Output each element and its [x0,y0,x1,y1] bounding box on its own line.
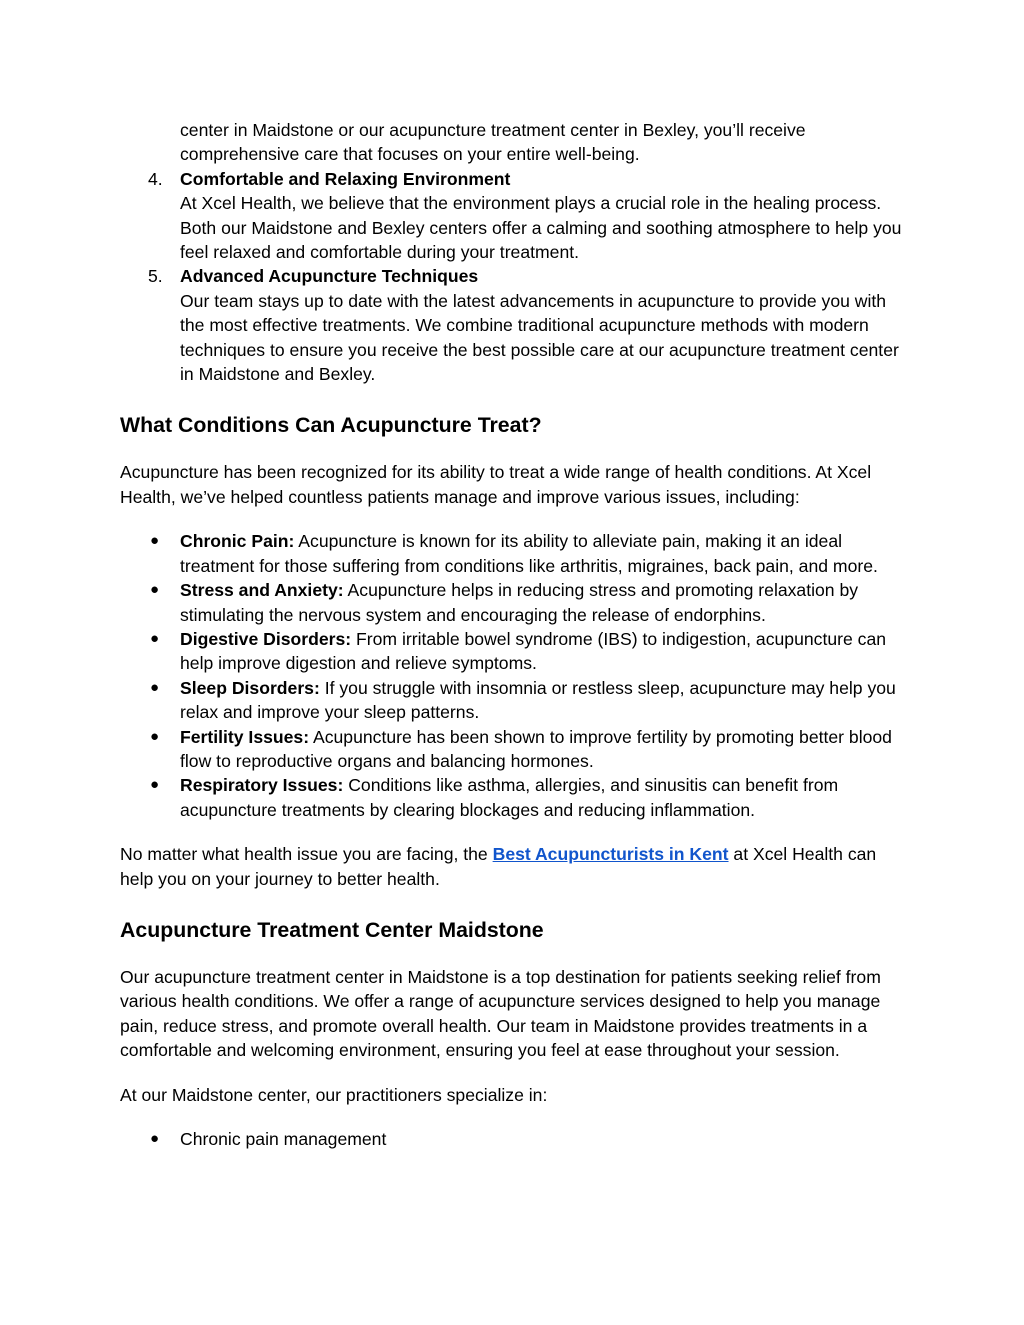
item-body: Our team stays up to date with the latest advancements in acupuncture to provide you with the most effective treatments. We combine traditional acupuncture methods with modern techniques to ensure you receive the best possible care at our acupuncture treatment center in Maidstone and Bexley. [180,290,899,385]
numbered-item-5 [120,264,910,386]
page-content [120,118,910,1151]
maidstone-specialties-list [120,1127,910,1151]
bullet-icon: ● [150,776,160,794]
condition-text: Conditions like asthma, allergies, and sinusitis can benefit from acupuncture treatments by clearing blockages and reducing inflammation. [180,775,839,820]
specialty-text: Chronic pain management [180,1129,387,1149]
conditions-intro: Acupuncture has been recognized for its ability to treat a wide range of health conditions. At Xcel Health, we’ve helped countless patients manage and improve various issues, including: [120,462,872,507]
condition-text: From irritable bowel syndrome (IBS) to indigestion, acupuncture can help improve digestion and relieve symptoms. [180,628,887,674]
list-item [120,773,910,822]
section-heading-maidstone: Acupuncture Treatment Center Maidstone [120,917,544,942]
condition-text: Acupuncture helps in reducing stress and promoting relaxation by stimulating the nervous system and encouraging the release of endorphins. [180,580,859,625]
section-heading-conditions: What Conditions Can Acupuncture Treat? [120,413,542,438]
list-number: 5. [148,266,163,287]
list-item [120,529,910,578]
item-body: At Xcel Health, we believe that the environment plays a crucial role in the healing process. Both our Maidstone and Bexley centers offer a calming and soothing atmosphere to help you feel relaxed and comfortable during your treatment. [180,193,902,263]
condition-text: Acupuncture has been shown to improve fertility by promoting better blood flow to reproductive organs and balancing hormones. [180,726,892,771]
closing-text-before: No matter what health issue you are facing, the [120,844,493,865]
best-acupuncturists-link[interactable]: Best Acupuncturists in Kent [492,844,729,865]
bullet-icon: ● [150,1130,160,1147]
condition-term: Fertility Issues: [180,726,310,747]
list-number: 4. [148,168,163,189]
condition-term: Respiratory Issues: [180,775,344,796]
bullet-icon: ● [150,629,160,647]
condition-term: Chronic Pain: [180,531,295,552]
list-item [120,627,910,676]
conditions-list [120,529,910,822]
list-item [120,1127,910,1151]
condition-text: If you struggle with insomnia or restless sleep, acupuncture may help you relax and improve your sleep patterns. [180,677,896,723]
bullet-icon: ● [150,581,160,599]
maidstone-paragraph: Our acupuncture treatment center in Maidstone is a top destination for patients seeking relief from various health conditions. We offer a range of acupuncture services designed to help you manage pain, reduce stress, and promote overall health. Our team in Maidstone provides treatments in a comfortable and welcoming environment, ensuring you feel at ease throughout your session. [120,966,881,1061]
list-item-continuation: center in Maidstone or our acupuncture treatment center in Bexley, you’ll receive comprehensive care that focuses on your entire well-being. [180,120,806,165]
item-title: Comfortable and Relaxing Environment [180,168,511,189]
closing-text-after: at Xcel Health can help you on your journey to better health. [120,844,877,889]
list-item [120,725,910,774]
numbered-item-4 [120,167,910,265]
bullet-icon: ● [150,727,160,745]
condition-term: Sleep Disorders: [180,677,320,698]
bullet-icon: ● [150,532,160,550]
bullet-icon: ● [150,678,160,696]
condition-text: Acupuncture is known for its ability to alleviate pain, making it an ideal treatment for those suffering from conditions like arthritis, migraines, back pain, and more. [180,531,878,576]
conditions-closing [120,842,910,891]
maidstone-specialize-intro: At our Maidstone center, our practitioners specialize in: [120,1084,548,1105]
condition-term: Digestive Disorders: [180,628,352,649]
item-title: Advanced Acupuncture Techniques [180,266,479,287]
list-item [120,676,910,725]
list-item [120,578,910,627]
condition-term: Stress and Anxiety: [180,580,344,601]
